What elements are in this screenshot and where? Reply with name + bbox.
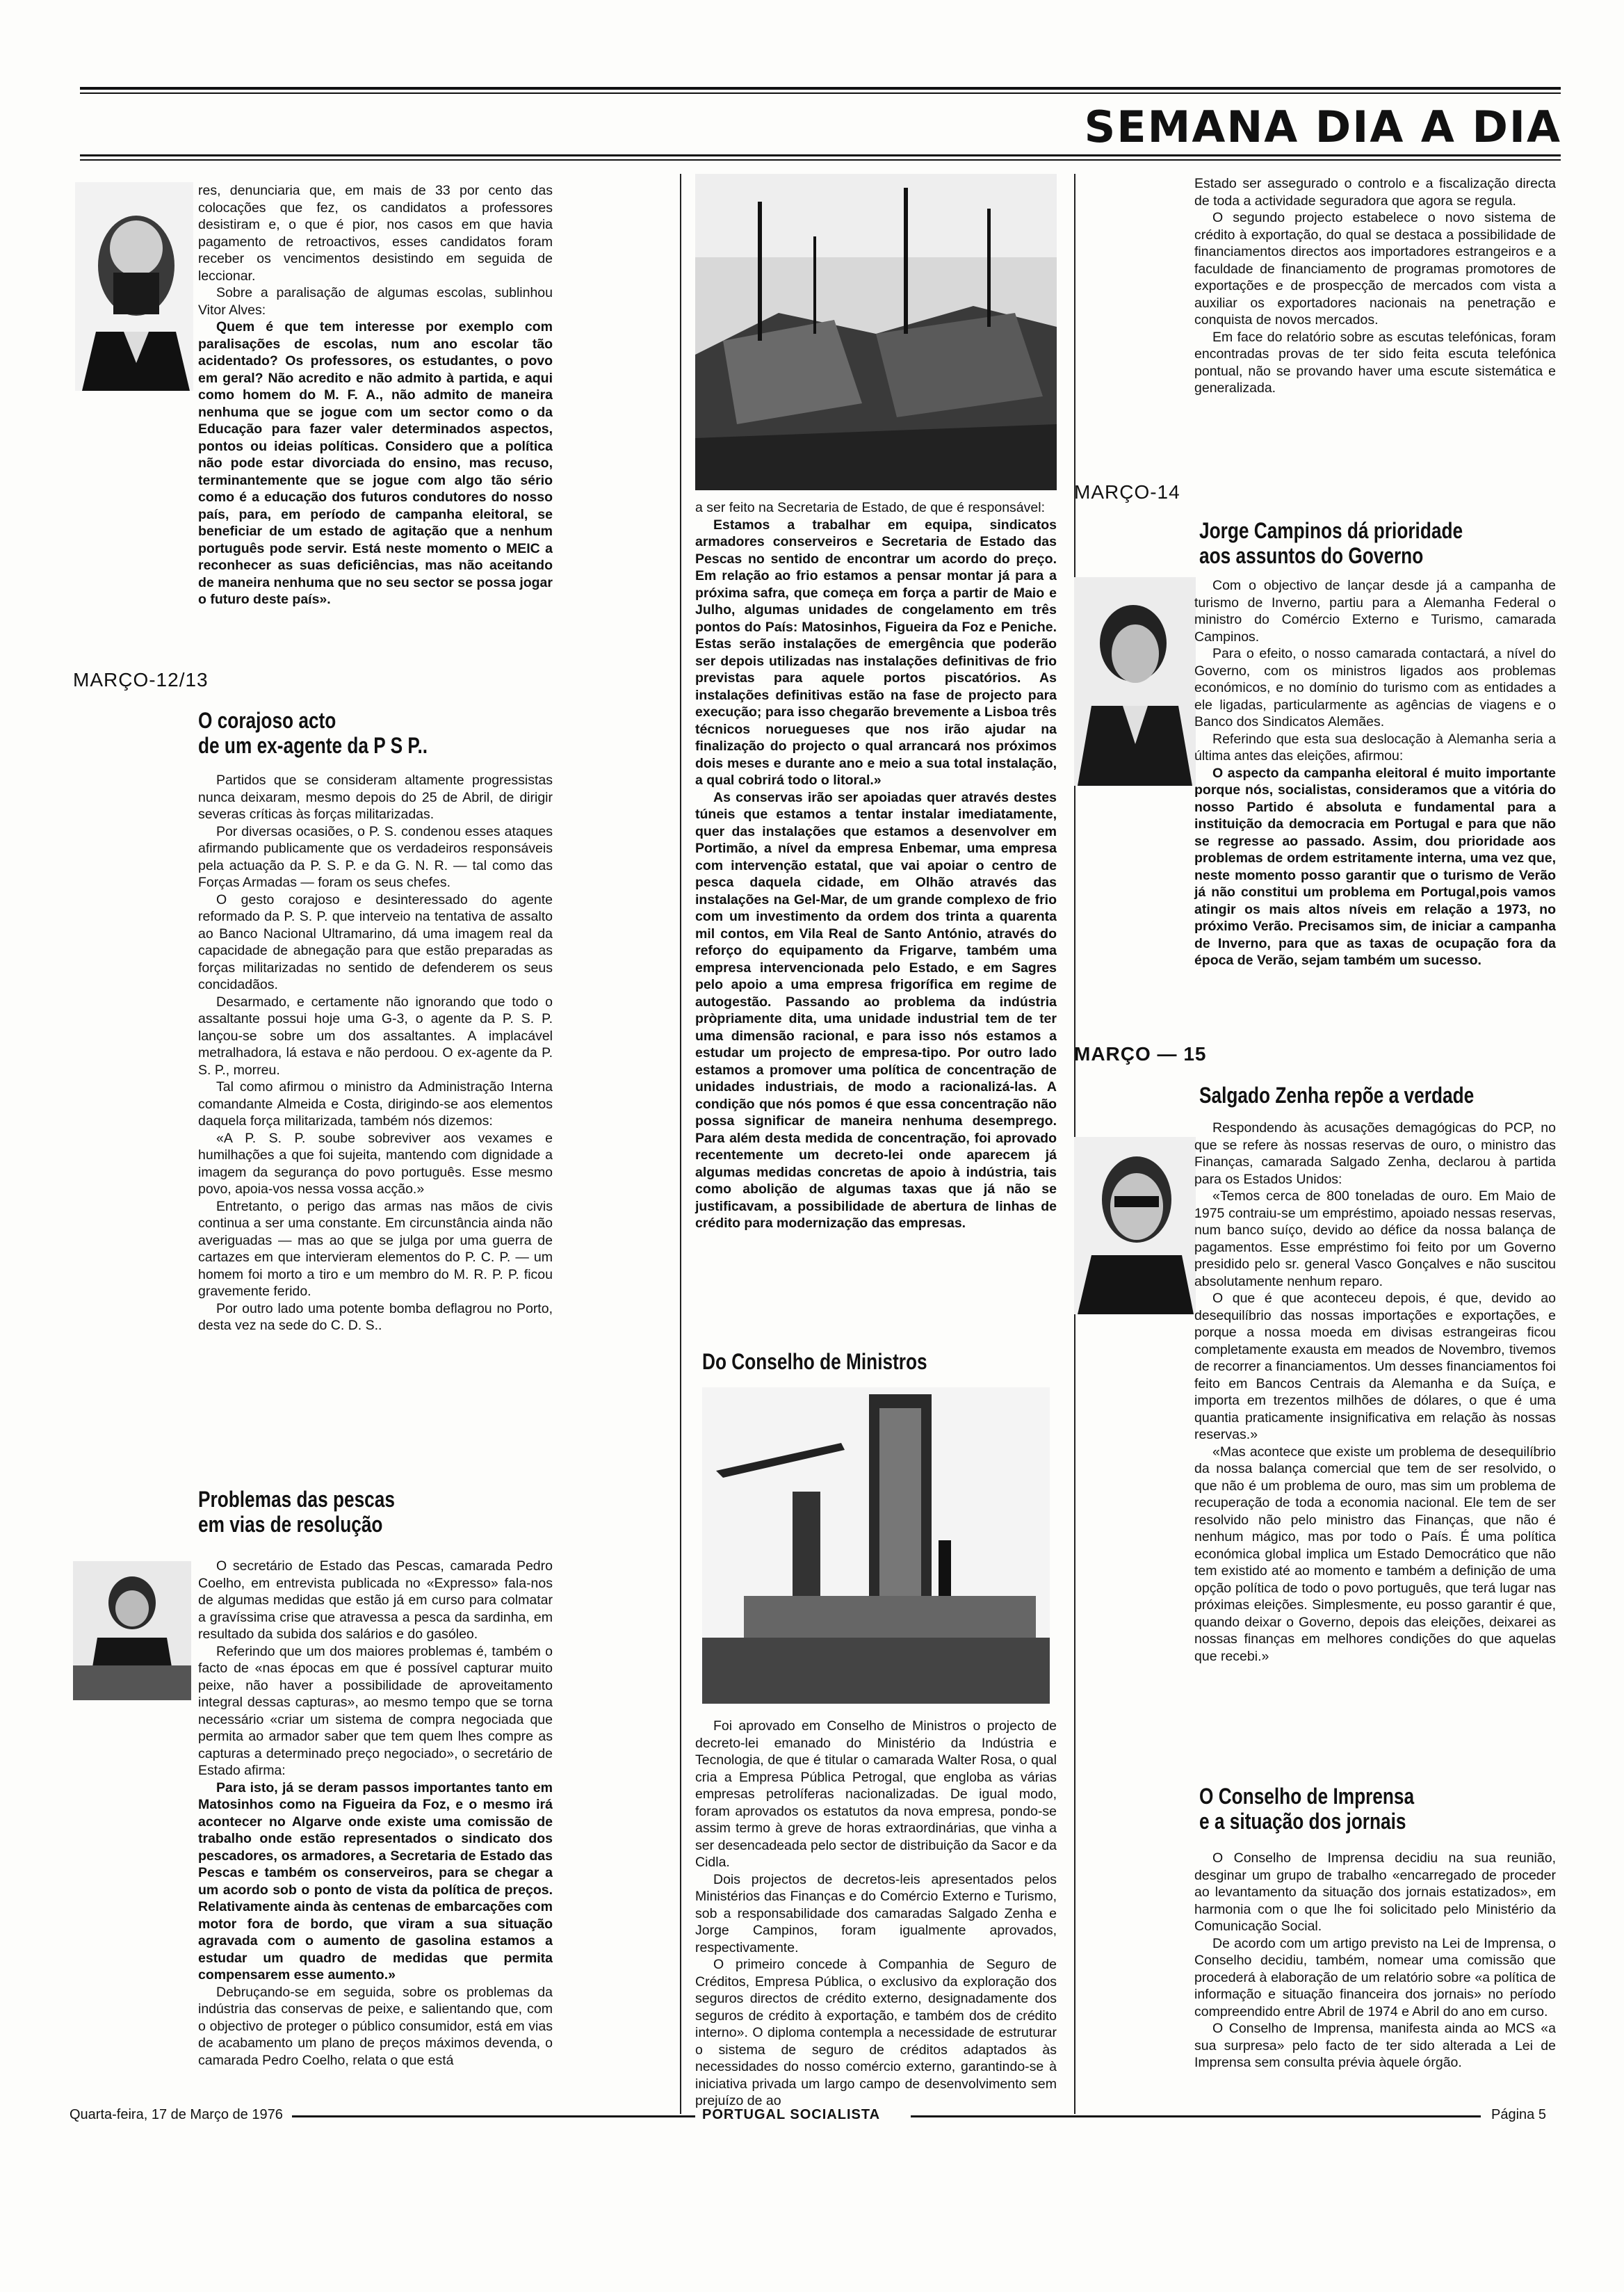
paragraph: Foi aprovado em Conselho de Ministros o projecto de decreto-lei emanado do Ministério da Indústria e Tecnologia, de que é titular o camarada Walter Rosa, o qual cria a Empresa Pública Petrogal, que engloba as várias empresas petrolíferas nacionalizadas. De igual modo, foram aprovados os estatutos da nova empresa, pondo-se assim termo à greve de horas extraordinárias, que vinha a ser desencadeada pelo sector de distribuição da Sacor e da Cidla. (695, 1718, 1057, 1870)
paragraph: Debruçando-se em seguida, sobre os problemas da indústria das conservas de peixe, e salientando que, com o objectivo de proteger o público consumidor, está em vias de acabamento um plano de preços máximos devenda, o camarada Pedro Coelho, relata o que está (198, 1984, 553, 2068)
header-rule-bottom-2 (80, 159, 1561, 161)
paragraph: O secretário de Estado das Pescas, camarada Pedro Coelho, em entrevista publicada no «Expresso» fala-nos de algumas medidas que estão já em curso para colmatar a gravíssima crise que atravessa a pesca da sardinha, em resultado da subida dos salários e do gasóleo. (198, 1558, 553, 1642)
paragraph: «Temos cerca de 800 toneladas de ouro. Em Maio de 1975 contraiu-se um empréstimo, apoiado nessas reservas, num banco suíço, devido ao défice da nossa balança de pagamentos. Esse empréstimo foi feito por um Governo presidido pelo sr. general Vasco Gonçalves e não suscitou absolutamente nenhum reparo. (1194, 1188, 1556, 1289)
section-masthead: SEMANA DIA A DIA (1084, 102, 1561, 152)
column-divider (680, 174, 681, 2114)
footer-rule-left (292, 2115, 695, 2117)
paragraph: Para o efeito, o nosso camarada contactará, a nível do Governo, com os ministros ligados aos problemas económicos, e no domínio do turismo com as entidades a ele ligadas, particularmente as agências de viagens e o Banco dos Sindicatos Alemães. (1194, 646, 1556, 729)
paragraph: O Conselho de Imprensa decidiu na sua reunião, desginar um grupo de trabalho «encarregado de proceder ao levantamento da situação dos jornais estatizados», em harmonia com o que lhe foi solicitado pelo Ministério da Comunicação Social. (1194, 1850, 1556, 1934)
paragraph: O primeiro concede à Companhia de Seguro de Créditos, Empresa Pública, o exclusivo da exploração dos seguros directos de crédito externo, designadamente dos seguros de crédito à exportação, e também dos de crédito interno». O diploma contempla a necessidade de estruturar o sistema de seguro de créditos adaptados às necessidades do nosso comércio externo, garantindo-se à iniciativa privada um largo campo de desenvolvimento sem prejuízo de ao (695, 1957, 1057, 2108)
header-rule-bottom (80, 154, 1561, 156)
col1-top-bold (198, 318, 553, 608)
paragraph: res, denunciaria que, em mais de 33 por cento das colocações que fez, os candidatos a professores desistiram e, o que é pior, nos casos em que havia pagamento de retroactivos, esses candidatos foram receber os vencimentos desistindo em seguida de leccionar. (198, 183, 553, 284)
paragraph: Entretanto, o perigo das armas nas mãos de civis continua a ser uma constante. Em circunstância ainda não averiguadas — mas ao que se julga por uma guerra de cartazes em que intervieram elementos do P. C. P. — um homem foi morto a tiro e um membro do M. R. P. P. ficou gravemente ferido. (198, 1198, 553, 1299)
paragraph: a ser feito na Secretaria de Estado, de que é responsável: (695, 500, 1045, 515)
photo-fishing-boats-harbour (695, 174, 1057, 490)
quote-paragraph: As conservas irão ser apoiadas quer através destes túneis que estamos a tentar instalar imediatamente, quer das instalações que estamos a desenvolver em Portimão, a nível da empresa Enbemar, uma empresa com intervenção estatal, que vai apoiar o centro de pesca daquela cidade, em Olhão através das instalações na Gel-Mar, de um grande complexo de frio com um investimento da ordem dos trinta a quarenta mil contos, em Vila Real de Santo António, através do reforço do equipamento da Frigarve, também uma empresa intervencionada pelo Estado, e em Sagres pelo apoio a uma empresa frigorífica em regime de autogestão. Passando ao problema da indústria pròpriamente dita, uma unidade industrial tem de ter uma dimensão racional, e para isso nós estamos a estudar um projecto de empresa-tipo. Por outro lado estamos a promover uma política de concentração de unidades industriais, de modo a racionalizá-las. A condição que nós pomos é que essa concentração não possa significar de maneira nenhuma desemprego. Para além desta medida de concentração, foi aprovado recentemente um decreto-lei onde aparecem já algumas medidas concretas de apoio à indústria, tais como abolição de algumas taxas que já não se justificavam, a possibilidade de abertura de linhas de crédito para modernização das empresas. (695, 789, 1057, 1231)
headline-line: aos assuntos do Governo (1199, 543, 1424, 568)
paragraph: Referindo que esta sua deslocação à Alemanha seria a última antes das eleições, afirmou: (1194, 731, 1556, 764)
headline-line: Do Conselho de Ministros (702, 1349, 927, 1374)
article-jorge-campinos (1194, 577, 1556, 969)
col1-top-text (198, 182, 553, 318)
headline-line: O corajoso acto (198, 708, 336, 733)
quote-paragraph: O aspecto da campanha eleitoral é muito importante porque nós, socialistas, consideramos que a vitória do nosso Partido é absoluta e fundamental para a instituição da democracia em Portugal e para que não se regresse ao passado. Assim, dou prioridade aos problemas de ordem estritamente interna, uma vez que, neste momento posso garantir que o turismo de Verão já não constitui um problema em Portugal,pois vamos atingir os mais altos níveis em relação a 1973, no próximo Verão. Precisamos sim, de iniciar a campanha de Inverno, para que as taxas de ocupação fora da época de Verão, sejam também um sucesso. (1194, 765, 1556, 968)
paragraph: «Mas acontece que existe um problema de desequilíbrio da nossa balança comercial que tem de ser resolvido, o que não é um problema de ouro, mas sim um problema de recuperação de toda a economia nacional. Ele tem de ser resolvido não pelo ministro das Finanças, que não é nenhum mágico, mas por todo o País. É uma política económica global implica um Estado Democrático que não tem existido até ao momento e também a definição de uma opção política de todo o povo português, que terá lugar nas próximas eleições. Simplesmente, eu posso garantir é que, quando deixar o Governo, depois das eleições, deixarei as nossas finanças em melhores condições do que aquelas que recebi.» (1194, 1444, 1556, 1664)
headline-line: em vias de resolução (198, 1512, 383, 1537)
headline-jorge-campinos (1199, 518, 1463, 568)
col3-top-text (1194, 175, 1556, 397)
headline-conselho-imprensa (1199, 1784, 1414, 1834)
article-corajoso-acto (198, 772, 553, 1334)
portrait-photo-vitor-alves (75, 182, 193, 391)
quote-paragraph: Estamos a trabalhar em equipa, sindicatos armadores conserveiros e Secretaria de Estado das Pescas no sentido de encontrar um acordo do preço. Em relação ao frio estamos a pensar montar já para a próxima safra, que começa em força a partir de Maio e Julho, algumas unidades de congelamento em três pontos do País: Matosinhos, Figueira da Foz e Peniche. Estas serão instalações de emergência que poderão ser depois utilizadas nas instalações definitivas de frio previstas para aquele portos piscatórios. As instalações definitivas estão na fase de projecto para execução; para isso chegarão brevemente a Lisboa três técnicos noruegueses que nos irão ajudar na finalização do projecto o qual arrancará nos próximos dois meses e durante ano e meio a sua total instalação, a qual cobrirá todo o litoral.» (695, 517, 1057, 788)
footer-page-number: Página 5 (1491, 2107, 1546, 2122)
photo-pedro-coelho (73, 1561, 191, 1700)
paragraph: Referindo que um dos maiores problemas é, também o facto de «nas épocas em que é possível capturar muito peixe, não haver a possibilidade de aproveitamento integral dessas capturas», ao mesmo tempo que se torna necessário «criar um sistema de compra negociada que permita ao armador saber que tem quem lhes compre as capturas a determinado preço negociado», o secretário de Estado afirma: (198, 1643, 553, 1778)
headline-conselho-ministros (702, 1349, 927, 1374)
footer-rule-right (911, 2115, 1481, 2117)
article-conselho-imprensa (1194, 1850, 1556, 2072)
paragraph: Partidos que se consideram altamente progressistas nunca deixaram, mesmo depois do 25 de Abril, de dirigir severas críticas às forças militarizadas. (198, 773, 553, 822)
headline-line: Problemas das pescas (198, 1487, 395, 1512)
paragraph: O que é que aconteceu depois, é que, devido ao desequilíbrio das nossas importações e exportações, e porque a nossa moeda em divisas estrangeiras ficou completamente exausta em meados de Novembro, tivemos de recorrer a financiamentos. Um desses financiamentos foi feito em Bancos Centrais da Alemanha e da Suíça, e importa em trezentos milhões de dólares, o que é uma quantia praticamente insignificativa em relação às nossas reservas.» (1194, 1291, 1556, 1442)
paragraph: O segundo projecto estabelece o novo sistema de crédito à exportação, do qual se destaca a possibilidade de financiamentos directos aos importadores estrangeiros e a faculdade de financiamento de programas promotores de exportações e de prospecção de mercados com vista a auxiliar os exportadores nacionais na penetração e conquista de novos mercados. (1194, 210, 1556, 328)
quote-paragraph: Para isto, já se deram passos importantes tanto em Matosinhos como na Figueira da Foz, e o mesmo irá acontecer no Algarve onde existe uma comissão de trabalho onde estão representados o sindicato dos pescadores, os armadores, a Secretaria de Estado das Pescas e também os conserveiros, para se chegar a um acordo sob o ponto de vista da política de preços. Relativamente ainda às centenas de embarcações com motor fora de bordo, que viram a sua situação agravada com o aumento de gasolina estamos a estudar um quadro de medidas que permita compensarem esse aumento.» (198, 1779, 553, 1983)
footer-date: Quarta-feira, 17 de Março de 1976 (70, 2107, 283, 2122)
quote-paragraph: Quem é que tem interesse por exemplo com paralisações de escolas, num ano escolar tão acidentado? Os professores, os estudantes, o povo em geral? Não acredito e não admito à partida, e aqui como homem do M. F. A., não admito de maneira nenhuma que se jogue com um sector como o da Educação para fazer valer determinados aspectos, pontos ou ideias políticas. Considero que a política não pode estar divorciada do ensino, mas recuso, terminantemente que se jogue com algo tão sério como é a educação dos futuros condutores do nosso país, para, em período de campanha eleitoral, se beneficiar de um estado de agitação que a nenhum português pode servir. Está neste momento o MEIC a reconhecer as suas deficiências, mas não aceitando de maneira nenhuma que no seu sector se possa jogar o futuro deste país». (198, 319, 553, 607)
col2-top-text (695, 499, 1057, 1232)
paragraph: De acordo com um artigo previsto na Lei de Imprensa, o Conselho decidiu, também, nomear uma comissão que procederá à elaboração de um relatório sobre «a política de informação e situação financeira dos jornais» no período compreendido entre Abril de 1974 e Abril do ano em curso. (1194, 1935, 1556, 2019)
paragraph: Respondendo às acusações demagógicas do PCP, no que se refere às nossas reservas de ouro, o ministro das Finanças, camarada Salgado Zenha, declarou à partida para os Estados Unidos: (1194, 1120, 1556, 1187)
paragraph: Tal como afirmou o ministro da Administração Interna comandante Almeida e Costa, dirigindo-se aos elementos daquela força militarizada, também nós dizemos: (198, 1079, 553, 1129)
paragraph: «A P. S. P. soube sobreviver aos vexames e humilhações a que foi sujeita, mantendo com dignidade a imagem da segurança do povo português. Esse mesmo povo, apoia-vos nessa vossa acção.» (198, 1130, 553, 1197)
paragraph: Dois projectos de decretos-leis apresentados pelos Ministérios das Finanças e do Comércio Externo e Turismo, sob a responsabilidade dos camaradas Salgado Zenha e Jorge Campinos, foram igualmente aprovados, respectivamente. (695, 1871, 1057, 1955)
paragraph: O Conselho de Imprensa, manifesta ainda ao MCS «a sua surpresa» pelo facto de ter sido alterada a Lei de Imprensa sem consulta prévia àquele órgão. (1194, 2021, 1556, 2070)
headline-problemas-pescas (198, 1487, 395, 1537)
headline-line: Jorge Campinos dá prioridade (1199, 518, 1463, 543)
footer-publication: PORTUGAL SOCIALISTA (702, 2107, 881, 2122)
date-label-marco-12-13: MARÇO-12/13 (73, 669, 209, 691)
headline-line: O Conselho de Imprensa (1199, 1784, 1415, 1809)
paragraph: Sobre a paralisação de algumas escolas, sublinhou Vitor Alves: (198, 285, 553, 318)
paragraph: Em face do relatório sobre as escutas telefónicas, foram encontradas provas de ter sido feita escuta telefónica pontual, não se provando haver uma escute sistemática e generalizada. (1194, 329, 1556, 396)
article-conselho-ministros (695, 1718, 1057, 2110)
paragraph: Com o objectivo de lançar desde já a campanha de turismo de Inverno, partiu para a Alemanha Federal o ministro do Comércio Externo e Turismo, camarada Campinos. (1194, 578, 1556, 645)
headline-line: e a situação dos jornais (1199, 1809, 1406, 1834)
photo-jorge-campinos (1074, 577, 1196, 786)
headline-corajoso-acto (198, 708, 428, 758)
header-rule-second (80, 92, 1561, 94)
article-salgado-zenha (1194, 1120, 1556, 1665)
paragraph: Desarmado, e certamente não ignorando que todo o assaltante possui hoje uma G-3, o agente da P. S. P. lançou-se sobre um dos assaltantes. A implacável metralhadora, lá estava e não perdoou. O ex-agente da P. S. P., morreu. (198, 994, 553, 1078)
paragraph: O gesto corajoso e desinteressado do agente reformado da P. S. P. que interveio na tentativa de assalto ao Banco Nacional Ultramarino, dá uma imagem real da capacidade de abnegação para que estão preparadas as forças militarizadas no sentido de defenderem os seus concidadãos. (198, 891, 553, 992)
paragraph: Estado ser assegurado o controlo e a fiscalização directa de toda a actividade seguradora que agora se regula. (1194, 176, 1556, 209)
header-rule-top (80, 87, 1561, 90)
headline-line: de um ex-agente da P S P.. (198, 733, 428, 758)
headline-salgado-zenha (1199, 1083, 1474, 1108)
paragraph: Por diversas ocasiões, o P. S. condenou esses ataques afirmando publicamente que os verdadeiros responsáveis pela actuação da P. S. P. e da G. N. R. — tal como das Forças Armadas — foram os seus chefes. (198, 823, 553, 890)
article-problemas-pescas (198, 1558, 553, 2069)
paragraph: Por outro lado uma potente bomba deflagrou no Porto, desta vez na sede do C. D. S.. (198, 1300, 553, 1333)
photo-refinery-tower (702, 1387, 1050, 1704)
date-label-marco-15: MARÇO — 15 (1074, 1043, 1207, 1065)
photo-salgado-zenha (1074, 1137, 1196, 1314)
date-label-marco-14: MARÇO-14 (1074, 481, 1180, 503)
headline-line: Salgado Zenha repõe a verdade (1199, 1083, 1475, 1108)
